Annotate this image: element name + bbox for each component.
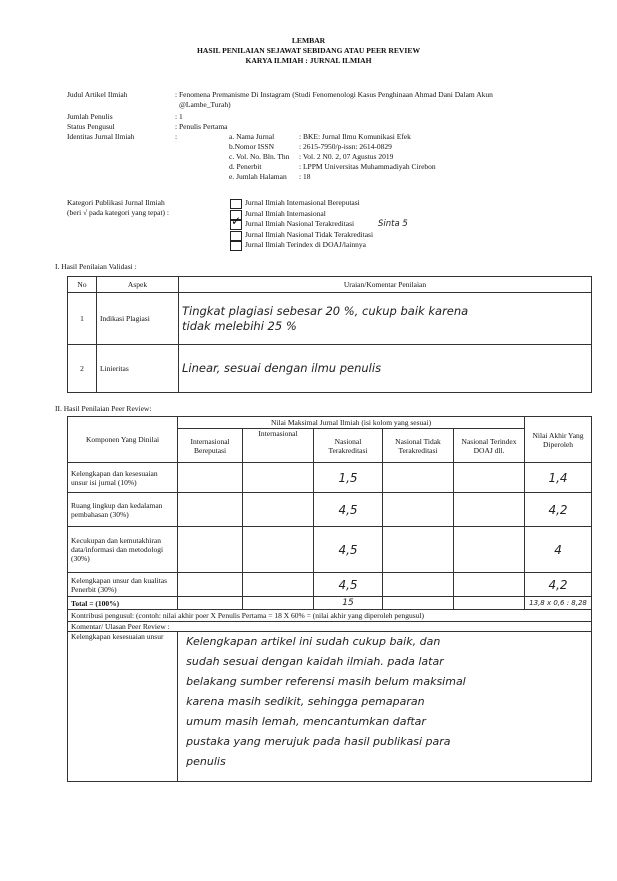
komentar-title: Komentar/ Ulasan Peer Review :: [68, 622, 592, 632]
komentar-line: karena masih sedikit, sehingga pemaparan: [186, 695, 425, 708]
check-icon: ✓: [231, 214, 242, 228]
col-uraian: Uraian/Komentar Penilaian: [179, 277, 592, 293]
subcol-internasional-bereputasi: Internasional Bereputasi: [178, 429, 243, 463]
checkbox[interactable]: [230, 199, 242, 209]
col-aspek: Aspek: [97, 277, 179, 293]
kategori-option-label: Jurnal Ilmiah Internasional: [245, 208, 326, 218]
kategori-option-label: Jurnal Ilmiah Terindex di DOAJ/lainnya: [245, 240, 366, 249]
judul-label: Judul Artikel Ilmiah: [67, 90, 128, 99]
komentar-line: sudah sesuai dengan kaidah ilmiah. pada latar: [186, 655, 444, 668]
komponen-cell: Kelengkapan unsur dan kualitas Penerbit (30%): [68, 573, 178, 597]
status-label: Status Pengusul: [67, 122, 115, 131]
kategori-option-label: Jurnal Ilmiah Nasional Terakreditasi: [245, 219, 355, 228]
kontribusi-text: Kontribusi pengusul: (contoh: nilai akhir poer X Penulis Pertama = 18 X 60% = (nilai akhir yang diperoleh pengusul): [68, 610, 592, 622]
journal-value: : 2615-7950/p-issn: 2614-0829: [299, 142, 392, 151]
journal-value: : BKE: Jurnal Ilmu Komunikasi Efek: [299, 132, 411, 141]
comment-line: Tingkat plagiasi sebesar 20 %, cukup baik karena: [182, 303, 469, 318]
komponen-cell: Ruang lingkup dan kedalaman pembahasan (30%): [68, 493, 178, 527]
validasi-table: [67, 276, 592, 393]
table-row: [68, 573, 592, 597]
subcol-internasional: Internasional: [242, 429, 313, 463]
akhir-value: 1,4: [525, 463, 592, 493]
komentar-content: [178, 632, 592, 782]
nasional-value: 4,5: [314, 573, 383, 597]
comment-line: Linear, sesuai dengan ilmu penulis: [182, 361, 382, 375]
doc-title: LEMBAR: [291, 36, 326, 45]
total-akhir: 13,8 x 0,6 : 8,28: [525, 597, 592, 610]
checkbox[interactable]: [230, 231, 242, 241]
kategori-hint: (beri √ pada kategori yang tepat) :: [67, 208, 169, 217]
subcol-doaj: Nasional Terindex DOAJ dll.: [454, 429, 525, 463]
subcol-nasional-terakreditasi: Nasional Terakreditasi: [314, 429, 383, 463]
row-aspek: Linieritas: [97, 345, 179, 393]
total-row: [68, 597, 592, 610]
head-akhir: Nilai Akhir Yang Diperoleh: [525, 417, 592, 463]
journal-key: b.Nomor ISSN: [229, 142, 275, 151]
akhir-value: 4,2: [525, 493, 592, 527]
journal-value: : LPPM Universitas Muhammadiyah Cirebon: [299, 162, 436, 171]
total-nasional: 15: [314, 597, 383, 610]
identitas-colon: :: [175, 132, 178, 141]
table-row: [68, 345, 592, 393]
row-comment: [179, 345, 592, 393]
komentar-line: Kelengkapan artikel ini sudah cukup baik, dan: [186, 635, 441, 648]
komentar-line: umum masih lemah, mencantumkan daftar: [186, 715, 426, 728]
akhir-value: 4,2: [525, 573, 592, 597]
kategori-label: Kategori Publikasi Jurnal Ilmiah: [67, 198, 165, 207]
review-table: [67, 416, 592, 782]
judul-value-2: @Lambe_Turah): [179, 100, 231, 109]
komponen-cell: Kelengkapan dan kesesuaian unsur isi jurnal (10%): [68, 463, 178, 493]
table-row: [68, 493, 592, 527]
row-no: 1: [68, 293, 97, 345]
journal-value: : Vol. 2 N0. 2, 07 Agustus 2019: [299, 152, 394, 161]
journal-key: e. Jumlah Halaman: [229, 172, 287, 181]
subcol-nasional-tidak: Nasional Tidak Terakreditasi: [382, 429, 453, 463]
identitas-label: Identitas Jurnal Ilmiah: [67, 132, 135, 141]
journal-key: c. Vol. No. Bln. Thn: [229, 152, 290, 161]
table-row: [68, 463, 592, 493]
judul-value: : Fenomena Premanisme Di Instagram (Studi Fenomenologi Kasus Penghinaan Ahmad Dani Dalam Akun: [175, 90, 493, 99]
komentar-line: pustaka yang merujuk pada hasil publikasi para: [186, 735, 451, 748]
jumlah-label: Jumlah Penulis: [67, 112, 113, 121]
akhir-value: 4: [525, 527, 592, 573]
checkbox[interactable]: [230, 241, 242, 251]
checked-checkbox[interactable]: [230, 214, 242, 230]
table-row: [68, 293, 592, 345]
nasional-value: 4,5: [314, 493, 383, 527]
table-row: [68, 527, 592, 573]
kategori-option-label: Jurnal Ilmiah Internasional Bereputasi: [245, 198, 360, 207]
validasi-title: I. Hasil Penilaian Validasi :: [55, 262, 137, 271]
jumlah-value: : 1: [175, 112, 183, 121]
komentar-label: Kelengkapan kesesuaian unsur: [68, 632, 178, 782]
kategori-option-label: Jurnal Ilmiah Nasional Tidak Terakreditasi: [245, 229, 374, 239]
comment-line: tidak melebihi 25 %: [182, 318, 297, 333]
doc-title-line3: KARYA ILMIAH : JURNAL ILMIAH: [245, 56, 372, 65]
review-title: II. Hasil Penilaian Peer Review:: [55, 404, 152, 413]
nasional-value: 1,5: [314, 463, 383, 493]
komponen-cell: Kecukupan dan kemutakhiran data/informasi dan metodologi (30%): [68, 527, 178, 573]
komentar-lines: [186, 632, 588, 772]
journal-key: a. Nama Jurnal: [229, 132, 275, 141]
row-aspek: Indikasi Plagiasi: [97, 293, 179, 345]
komentar-line: penulis: [186, 755, 226, 768]
komentar-line: belakang sumber referensi masih belum maksimal: [186, 675, 466, 688]
nasional-value: 4,5: [314, 527, 383, 573]
journal-value: : 18: [299, 172, 311, 181]
head-komponen: Komponen Yang Dinilai: [68, 417, 178, 463]
row-no: 2: [68, 345, 97, 393]
komentar-row: [68, 632, 592, 782]
journal-key: d. Penerbit: [229, 162, 262, 171]
row-comment: [179, 293, 592, 345]
status-value: : Penulis Pertama: [175, 122, 228, 131]
head-nilai-maks: Nilai Maksimal Jurnal Ilmiah (isi kolom yang sesuai): [178, 417, 525, 429]
total-label: Total = (100%): [68, 597, 178, 610]
col-no: No: [68, 277, 97, 293]
doc-title-line2: HASIL PENILAIAN SEJAWAT SEBIDANG ATAU PEER REVIEW: [196, 46, 421, 55]
sinta-note: Sinta 5: [378, 219, 408, 229]
